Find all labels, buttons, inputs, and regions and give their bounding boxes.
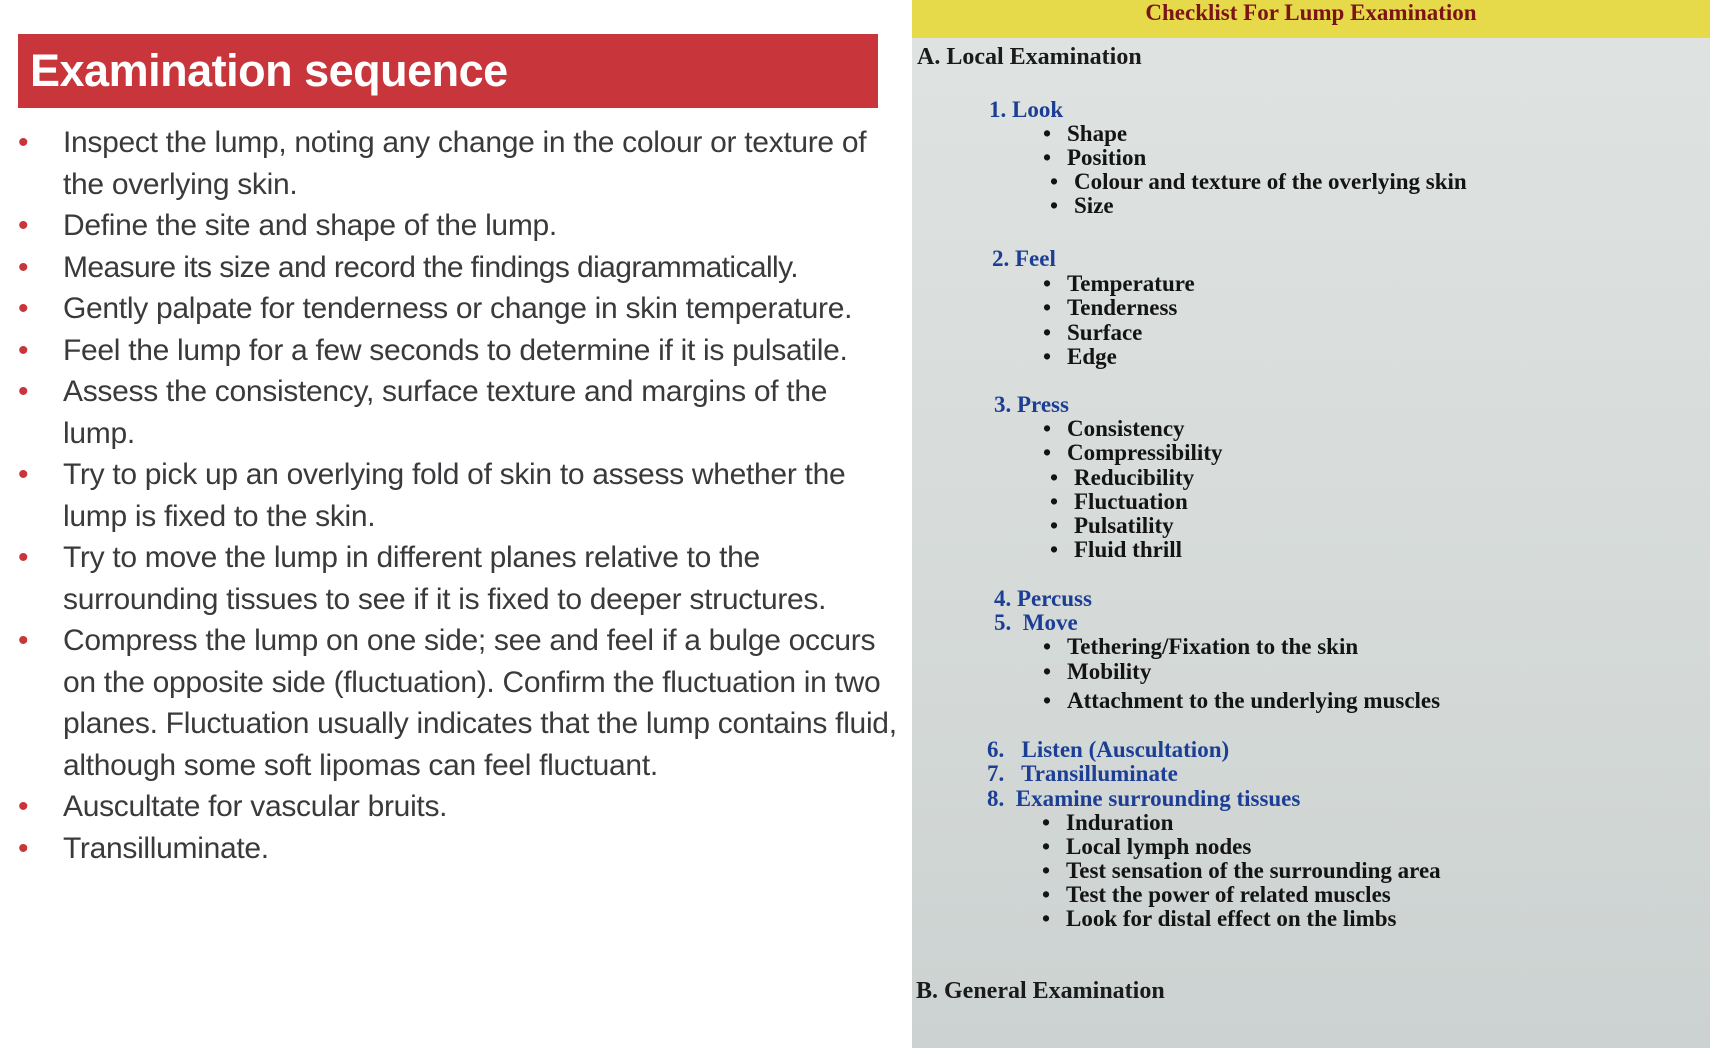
checklist-item: • Fluid thrill bbox=[1074, 537, 1182, 563]
checklist-item: • Edge bbox=[1067, 344, 1117, 370]
list-item: • Transilluminate. bbox=[18, 828, 898, 870]
lump-checklist-panel bbox=[912, 0, 1710, 1048]
checklist-item: • Test sensation of the surrounding area bbox=[1066, 858, 1441, 884]
step-transilluminate: 7. Transilluminate bbox=[987, 761, 1178, 786]
list-item: • Assess the consistency, surface texture and margins of the lump. bbox=[18, 371, 898, 454]
checklist-item: • Test the power of related muscles bbox=[1066, 882, 1391, 908]
checklist-item: • Induration bbox=[1066, 810, 1173, 836]
checklist-item: • Temperature bbox=[1067, 271, 1195, 297]
checklist-item: • Compressibility bbox=[1067, 440, 1222, 466]
checklist-item: • Size bbox=[1074, 193, 1114, 219]
list-item: • Try to move the lump in different planes relative to the surrounding tissues to see if it is fixed to deeper structures. bbox=[18, 537, 898, 620]
checklist-item: • Tenderness bbox=[1067, 295, 1177, 321]
step-press: 3. Press bbox=[994, 392, 1069, 417]
list-item: • Auscultate for vascular bruits. bbox=[18, 786, 898, 828]
section-b-heading: B. General Examination bbox=[916, 978, 1165, 1004]
step-feel: 2. Feel bbox=[992, 246, 1056, 271]
checklist-item: • Pulsatility bbox=[1074, 513, 1174, 539]
checklist-item: • Consistency bbox=[1067, 416, 1185, 442]
checklist-item: • Tethering/Fixation to the skin bbox=[1067, 634, 1358, 660]
list-item: • Measure its size and record the findings diagrammatically. bbox=[18, 247, 898, 289]
checklist-item: • Shape bbox=[1067, 121, 1127, 147]
step-move: 5. Move bbox=[994, 610, 1078, 635]
checklist-item: • Reducibility bbox=[1074, 465, 1194, 491]
list-item: • Try to pick up an overlying fold of skin to assess whether the lump is fixed to the skin. bbox=[18, 454, 898, 537]
step-listen: 6. Listen (Auscultation) bbox=[987, 737, 1230, 762]
list-item: • Inspect the lump, noting any change in the colour or texture of the overlying skin. bbox=[18, 122, 898, 205]
step-examine-surrounding: 8. Examine surrounding tissues bbox=[987, 786, 1301, 811]
checklist-item: • Mobility bbox=[1067, 659, 1151, 685]
checklist-item: • Look for distal effect on the limbs bbox=[1066, 906, 1397, 932]
step-look: 1. Look bbox=[989, 97, 1064, 122]
checklist-item: • Surface bbox=[1067, 320, 1142, 346]
examination-sequence-list bbox=[18, 122, 898, 869]
examination-sequence-header: Examination sequence bbox=[18, 34, 878, 108]
list-item: • Define the site and shape of the lump. bbox=[18, 205, 898, 247]
list-item: • Gently palpate for tenderness or change in skin temperature. bbox=[18, 288, 898, 330]
section-a-heading: A. Local Examination bbox=[917, 44, 1142, 70]
step-percuss: 4. Percuss bbox=[994, 586, 1092, 611]
list-item: • Compress the lump on one side; see and feel if a bulge occurs on the opposite side (fluctuation). Confirm the fluctuation in two planes. Fluctuation usually indicates that the lump contains fluid, although some soft lipomas can feel fluctuant. bbox=[18, 620, 898, 786]
checklist-title: Checklist For Lump Examination bbox=[912, 0, 1710, 38]
checklist-item: • Fluctuation bbox=[1074, 489, 1188, 515]
checklist-item: • Attachment to the underlying muscles bbox=[1067, 688, 1440, 714]
checklist-item: • Colour and texture of the overlying skin bbox=[1074, 169, 1467, 195]
checklist-item: • Local lymph nodes bbox=[1066, 834, 1251, 860]
checklist-item: • Position bbox=[1067, 145, 1146, 171]
list-item: • Feel the lump for a few seconds to determine if it is pulsatile. bbox=[18, 330, 898, 372]
